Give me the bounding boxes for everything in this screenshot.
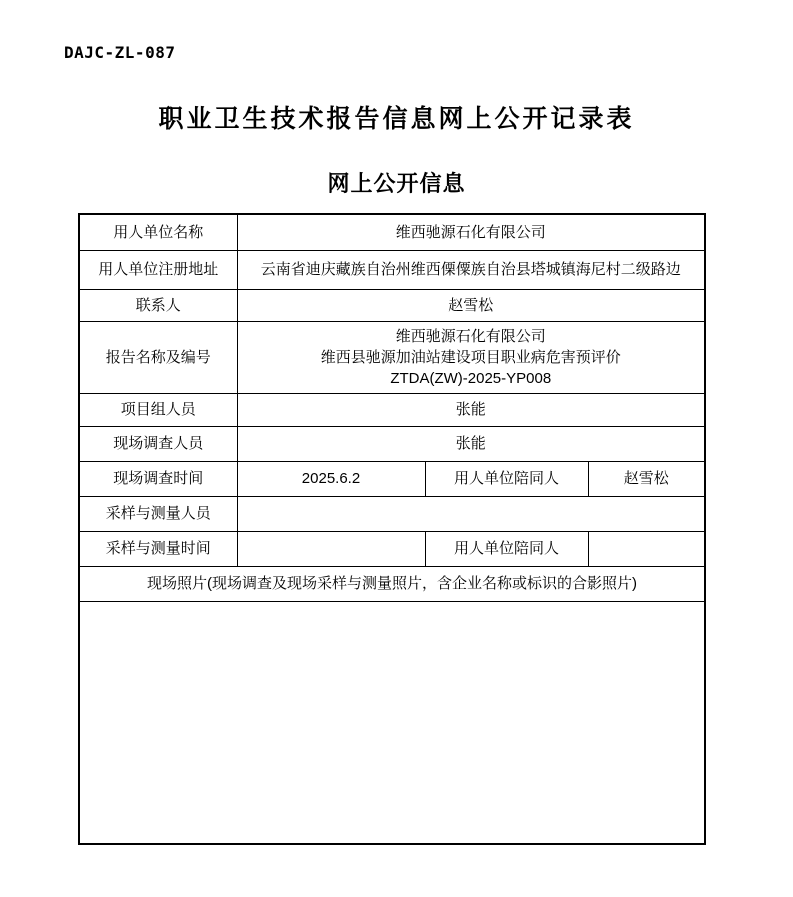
row-site-survey-date [79,461,705,496]
report-name-number-label: 报告名称及编号 [79,321,237,393]
site-survey-date-label: 现场调查时间 [79,461,237,496]
photo-area [79,601,705,844]
site-survey-staff-label: 现场调查人员 [79,426,237,461]
site-survey-date-value: 2025.6.2 [237,461,425,496]
report-company-line: 维西驰源石化有限公司 [395,327,546,345]
registered-address-label: 用人单位注册地址 [79,250,237,289]
sampling-date-label: 采样与测量时间 [79,531,237,566]
employer-name-label: 用人单位名称 [79,214,237,250]
report-number-line: ZTDA(ZW)-2025-YP008 [390,369,552,387]
row-sampling-date [79,531,705,566]
site-survey-staff-value: 张能 [237,426,705,461]
doc-code: DAJC-ZL-087 [64,43,176,62]
row-report-name-number [79,321,705,393]
row-site-survey-staff [79,426,705,461]
sampling-staff-value [237,496,705,531]
employer-name-value: 维西驰源石化有限公司 [237,214,705,250]
row-sampling-staff [79,496,705,531]
disclosure-record-table [78,213,706,845]
row-contact-person [79,289,705,321]
sampling-date-value [237,531,425,566]
report-title-line: 维西县驰源加油站建设项目职业病危害预评价 [320,348,621,366]
report-name-number-value [237,321,705,393]
project-team-label: 项目组人员 [79,393,237,426]
project-team-value: 张能 [237,393,705,426]
row-photo-area [79,601,705,844]
row-registered-address [79,250,705,289]
row-project-team [79,393,705,426]
row-employer-name [79,214,705,250]
sampling-accompanying-person-label: 用人单位陪同人 [425,531,588,566]
survey-accompanying-person-value: 赵雪松 [588,461,705,496]
page-subtitle: 网上公开信息 [327,171,466,196]
sampling-accompanying-person-value [588,531,705,566]
row-photo-header [79,566,705,601]
page-title: 职业卫生技术报告信息网上公开记录表 [158,105,635,133]
contact-person-label: 联系人 [79,289,237,321]
sampling-staff-label: 采样与测量人员 [79,496,237,531]
registered-address-value: 云南省迪庆藏族自治州维西傈僳族自治县塔城镇海尼村二级路边 [237,250,705,289]
contact-person-value: 赵雪松 [237,289,705,321]
survey-accompanying-person-label: 用人单位陪同人 [425,461,588,496]
photo-section-header: 现场照片(现场调查及现场采样与测量照片，含企业名称或标识的合影照片) [79,566,705,601]
